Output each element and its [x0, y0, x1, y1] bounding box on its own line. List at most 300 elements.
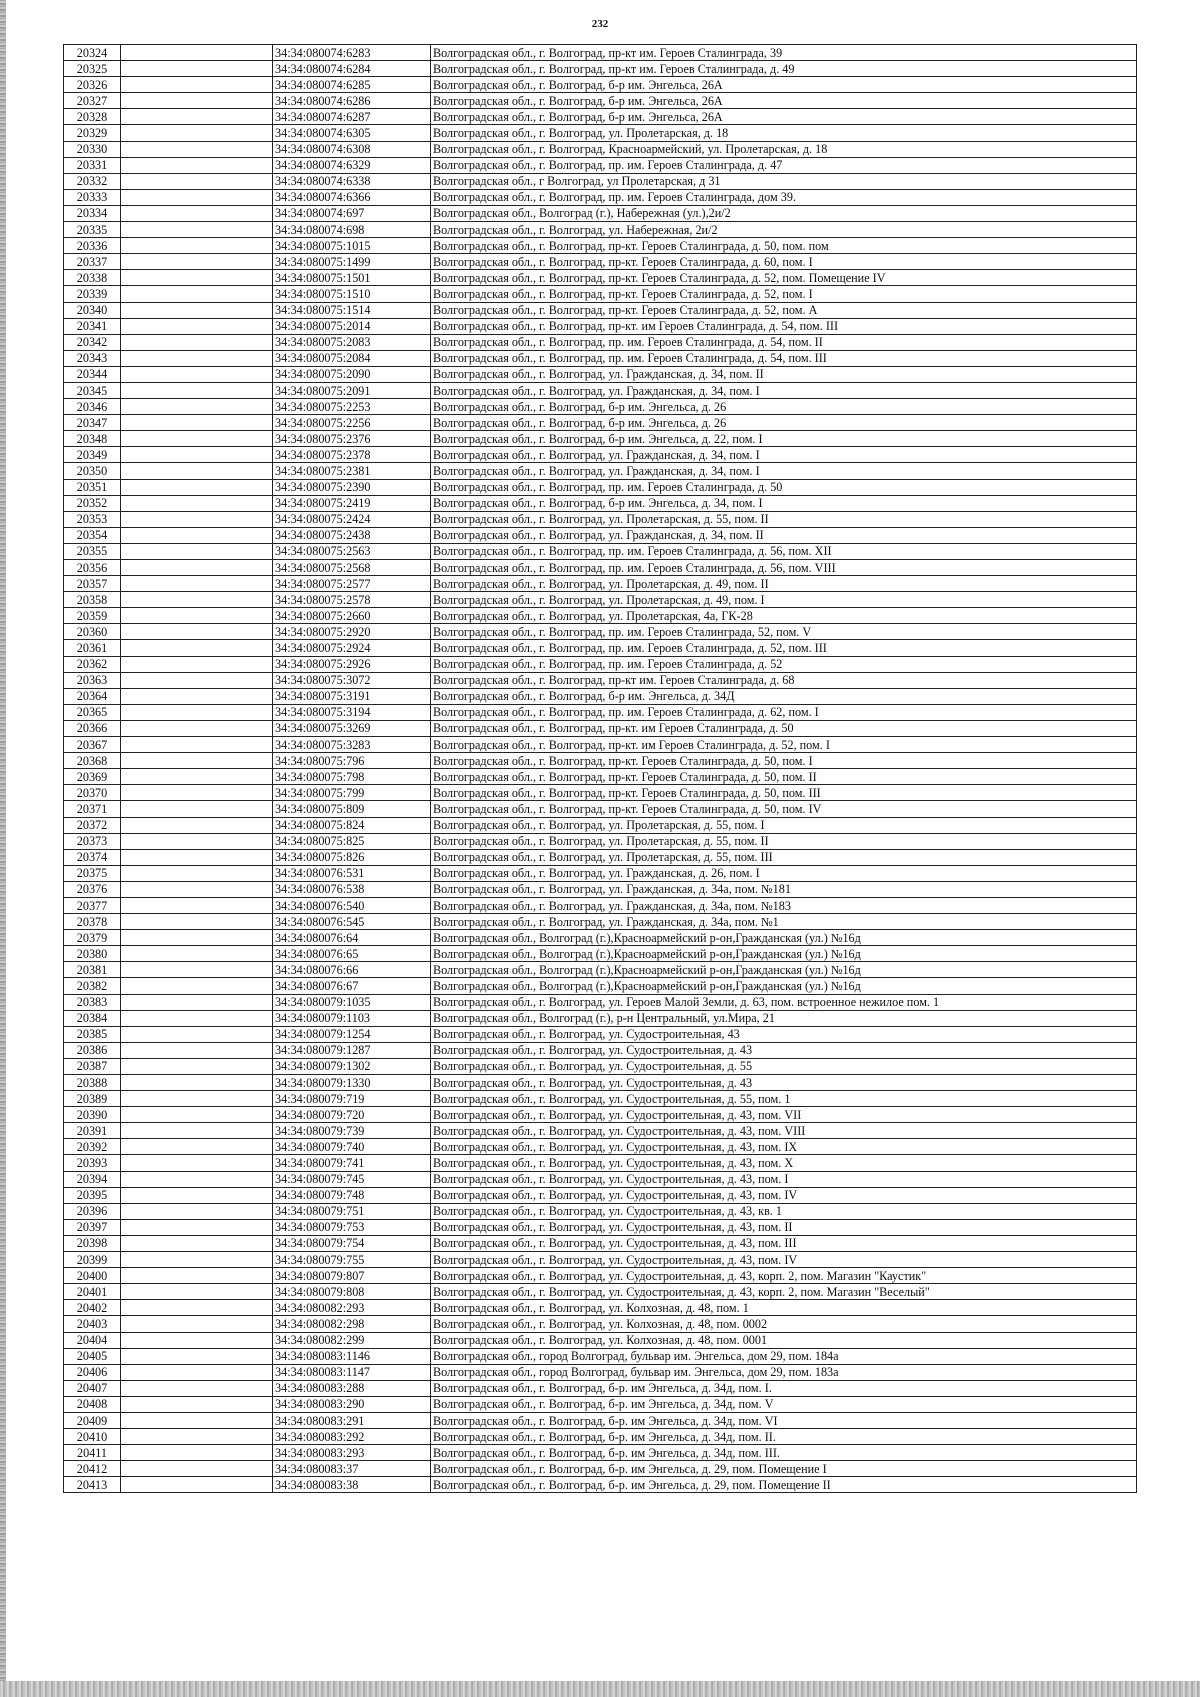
empty-cell: [121, 720, 273, 736]
empty-cell: [121, 1412, 273, 1428]
table-row: [64, 930, 1137, 946]
empty-cell: [121, 576, 273, 592]
row-number-cell: 20330: [64, 141, 121, 157]
empty-cell: [121, 785, 273, 801]
empty-cell: [121, 527, 273, 543]
row-number-cell: 20340: [64, 302, 121, 318]
table-row: [64, 109, 1137, 125]
row-number-cell: 20380: [64, 946, 121, 962]
empty-cell: [121, 366, 273, 382]
empty-cell: [121, 930, 273, 946]
table-row: [64, 672, 1137, 688]
table-row: [64, 222, 1137, 238]
table-row: [64, 849, 1137, 865]
cadastral-number-cell: 34:34:080075:1499: [273, 254, 431, 270]
empty-cell: [121, 656, 273, 672]
address-cell: Волгоградская обл., г. Волгоград, б-р. им Энгельса, д. 34д, пом. II.: [431, 1429, 1137, 1445]
row-number-cell: 20404: [64, 1332, 121, 1348]
address-cell: Волгоградская обл., г. Волгоград, ул. Гражданская, д. 26, пом. I: [431, 865, 1137, 881]
address-cell: Волгоградская обл., г. Волгоград, б-р. им Энгельса, д. 29, пом. Помещение II: [431, 1477, 1137, 1493]
table-row: [64, 205, 1137, 221]
cadastral-number-cell: 34:34:080079:1287: [273, 1042, 431, 1058]
empty-cell: [121, 109, 273, 125]
table-row: [64, 801, 1137, 817]
table-row: [64, 640, 1137, 656]
cadastral-number-cell: 34:34:080079:1254: [273, 1026, 431, 1042]
cadastral-number-cell: 34:34:080079:753: [273, 1219, 431, 1235]
address-cell: Волгоградская обл., г. Волгоград, б-р им. Энгельса, д. 22, пом. I: [431, 431, 1137, 447]
cadastral-number-cell: 34:34:080079:1330: [273, 1075, 431, 1091]
row-number-cell: 20341: [64, 318, 121, 334]
table-row: [64, 302, 1137, 318]
table-row: [64, 286, 1137, 302]
empty-cell: [121, 415, 273, 431]
address-cell: Волгоградская обл., г. Волгоград, ул. Судостроительная, д. 43, пом. I: [431, 1171, 1137, 1187]
table-row: [64, 592, 1137, 608]
table-row: [64, 962, 1137, 978]
table-row: [64, 61, 1137, 77]
cadastral-number-cell: 34:34:080075:825: [273, 833, 431, 849]
cadastral-number-cell: 34:34:080083:37: [273, 1461, 431, 1477]
address-cell: Волгоградская обл., г. Волгоград, пр-кт. Героев Сталинграда, д. 52, пом. А: [431, 302, 1137, 318]
row-number-cell: 20352: [64, 495, 121, 511]
address-cell: Волгоградская обл., г. Волгоград, ул. Пролетарская, д. 49, пом. II: [431, 576, 1137, 592]
table-row: [64, 270, 1137, 286]
address-cell: Волгоградская обл., г. Волгоград, ул. Судостроительная, д. 55, пом. 1: [431, 1091, 1137, 1107]
empty-cell: [121, 1284, 273, 1300]
address-cell: Волгоградская обл., г. Волгоград, пр-кт. Героев Сталинграда, д. 52, пом. I: [431, 286, 1137, 302]
address-cell: Волгоградская обл., г. Волгоград, ул. Судостроительная, д. 55: [431, 1058, 1137, 1074]
empty-cell: [121, 511, 273, 527]
address-cell: Волгоградская обл., г. Волгоград, ул. Пролетарская, д. 55, пом. I: [431, 817, 1137, 833]
empty-cell: [121, 543, 273, 559]
empty-cell: [121, 1332, 273, 1348]
cadastral-number-cell: 34:34:080079:1035: [273, 994, 431, 1010]
address-cell: Волгоградская обл., г. Волгоград, пр. им. Героев Сталинграда, д. 54, пом. III: [431, 350, 1137, 366]
address-cell: Волгоградская обл., г. Волгоград, ул. Судостроительная, д. 43, пом. VIII: [431, 1123, 1137, 1139]
table-row: [64, 173, 1137, 189]
table-row: [64, 1155, 1137, 1171]
row-number-cell: 20331: [64, 157, 121, 173]
cadastral-number-cell: 34:34:080074:6305: [273, 125, 431, 141]
table-row: [64, 897, 1137, 913]
table-row: [64, 1445, 1137, 1461]
table-row: [64, 881, 1137, 897]
address-cell: Волгоградская обл., г. Волгоград, пр-кт. Героев Сталинграда, д. 52, пом. Помещение IV: [431, 270, 1137, 286]
table-row: [64, 463, 1137, 479]
address-cell: Волгоградская обл., г. Волгоград, пр. им. Героев Сталинграда, д. 56, пом. VIII: [431, 560, 1137, 576]
empty-cell: [121, 1477, 273, 1493]
row-number-cell: 20376: [64, 881, 121, 897]
row-number-cell: 20397: [64, 1219, 121, 1235]
table-row: [64, 1364, 1137, 1380]
row-number-cell: 20367: [64, 737, 121, 753]
address-cell: Волгоградская обл., г. Волгоград, ул. Пролетарская, д. 18: [431, 125, 1137, 141]
table-row: [64, 399, 1137, 415]
cadastral-number-cell: 34:34:080075:2438: [273, 527, 431, 543]
empty-cell: [121, 624, 273, 640]
row-number-cell: 20391: [64, 1123, 121, 1139]
cadastral-number-cell: 34:34:080076:545: [273, 914, 431, 930]
address-cell: Волгоградская обл., г. Волгоград, ул. Судостроительная, д. 43, пом. IX: [431, 1139, 1137, 1155]
empty-cell: [121, 1042, 273, 1058]
cadastral-number-cell: 34:34:080075:1510: [273, 286, 431, 302]
table-row: [64, 978, 1137, 994]
empty-cell: [121, 914, 273, 930]
table-row: [64, 1461, 1137, 1477]
address-cell: Волгоградская обл., г. Волгоград, б-р им. Энгельса, 26А: [431, 93, 1137, 109]
row-number-cell: 20328: [64, 109, 121, 125]
cadastral-number-cell: 34:34:080079:807: [273, 1268, 431, 1284]
table-row: [64, 1123, 1137, 1139]
address-cell: Волгоградская обл., г. Волгоград, б-р. им Энгельса, д. 34д, пом. III.: [431, 1445, 1137, 1461]
address-cell: Волгоградская обл., г. Волгоград, пр-кт им. Героев Сталинграда, д. 49: [431, 61, 1137, 77]
empty-cell: [121, 560, 273, 576]
table-row: [64, 431, 1137, 447]
cadastral-number-cell: 34:34:080075:2376: [273, 431, 431, 447]
row-number-cell: 20373: [64, 833, 121, 849]
cadastral-number-cell: 34:34:080076:531: [273, 865, 431, 881]
row-number-cell: 20385: [64, 1026, 121, 1042]
table-row: [64, 1026, 1137, 1042]
table-row: [64, 624, 1137, 640]
empty-cell: [121, 61, 273, 77]
address-cell: Волгоградская обл., г. Волгоград, ул. Гражданская, д. 34, пом. II: [431, 527, 1137, 543]
empty-cell: [121, 1461, 273, 1477]
cadastral-number-cell: 34:34:080079:739: [273, 1123, 431, 1139]
address-cell: Волгоградская обл., г. Волгоград, ул. Колхозная, д. 48, пом. 0002: [431, 1316, 1137, 1332]
row-number-cell: 20378: [64, 914, 121, 930]
row-number-cell: 20413: [64, 1477, 121, 1493]
table-row: [64, 785, 1137, 801]
cadastral-number-cell: 34:34:080074:6329: [273, 157, 431, 173]
row-number-cell: 20329: [64, 125, 121, 141]
address-cell: Волгоградская обл., г. Волгоград, б-р им. Энгельса, 26А: [431, 109, 1137, 125]
row-number-cell: 20381: [64, 962, 121, 978]
cadastral-number-cell: 34:34:080075:2920: [273, 624, 431, 640]
empty-cell: [121, 817, 273, 833]
empty-cell: [121, 1235, 273, 1251]
table-row: [64, 720, 1137, 736]
row-number-cell: 20353: [64, 511, 121, 527]
table-row: [64, 1252, 1137, 1268]
cadastral-number-cell: 34:34:080075:2090: [273, 366, 431, 382]
row-number-cell: 20387: [64, 1058, 121, 1074]
address-cell: Волгоградская обл., город Волгоград, бульвар им. Энгельса, дом 29, пом. 183а: [431, 1364, 1137, 1380]
address-cell: Волгоградская обл., Волгоград (г.),Красноармейский р-он,Гражданская (ул.) №16д: [431, 930, 1137, 946]
cadastral-number-cell: 34:34:080079:754: [273, 1235, 431, 1251]
address-cell: Волгоградская обл., г. Волгоград, ул. Пролетарская, д. 55, пом. II: [431, 511, 1137, 527]
empty-cell: [121, 350, 273, 366]
empty-cell: [121, 318, 273, 334]
empty-cell: [121, 238, 273, 254]
table-row: [64, 1171, 1137, 1187]
row-number-cell: 20350: [64, 463, 121, 479]
empty-cell: [121, 399, 273, 415]
address-cell: Волгоградская обл., г. Волгоград, б-р им. Энгельса, д. 26: [431, 399, 1137, 415]
table-row: [64, 704, 1137, 720]
cadastral-number-cell: 34:34:080083:292: [273, 1429, 431, 1445]
cadastral-number-cell: 34:34:080075:2014: [273, 318, 431, 334]
cadastral-number-cell: 34:34:080075:2578: [273, 592, 431, 608]
cadastral-number-cell: 34:34:080075:2660: [273, 608, 431, 624]
address-cell: Волгоградская обл., г. Волгоград, пр-кт. Героев Сталинграда, д. 50, пом. пом: [431, 238, 1137, 254]
empty-cell: [121, 1429, 273, 1445]
table-row: [64, 447, 1137, 463]
address-cell: Волгоградская обл., г. Волгоград, пр. им. Героев Сталинграда, д. 50: [431, 479, 1137, 495]
row-number-cell: 20359: [64, 608, 121, 624]
table-row: [64, 817, 1137, 833]
cadastral-number-cell: 34:34:080075:2091: [273, 382, 431, 398]
table-row: [64, 1348, 1137, 1364]
empty-cell: [121, 833, 273, 849]
empty-cell: [121, 302, 273, 318]
address-cell: Волгоградская обл., г. Волгоград, ул. Судостроительная, д. 43: [431, 1075, 1137, 1091]
row-number-cell: 20410: [64, 1429, 121, 1445]
cadastral-number-cell: 34:34:080075:2563: [273, 543, 431, 559]
scan-bottom-edge: [0, 1681, 1200, 1697]
empty-cell: [121, 769, 273, 785]
empty-cell: [121, 93, 273, 109]
row-number-cell: 20362: [64, 656, 121, 672]
row-number-cell: 20396: [64, 1203, 121, 1219]
empty-cell: [121, 1364, 273, 1380]
table-row: [64, 946, 1137, 962]
cadastral-number-cell: 34:34:080075:3191: [273, 688, 431, 704]
empty-cell: [121, 753, 273, 769]
table-row: [64, 560, 1137, 576]
cadastral-number-cell: 34:34:080074:6286: [273, 93, 431, 109]
cadastral-number-cell: 34:34:080075:809: [273, 801, 431, 817]
empty-cell: [121, 962, 273, 978]
row-number-cell: 20325: [64, 61, 121, 77]
address-cell: Волгоградская обл., г. Волгоград, пр-кт им. Героев Сталинграда, 39: [431, 45, 1137, 61]
cadastral-number-cell: 34:34:080083:1146: [273, 1348, 431, 1364]
cadastral-number-cell: 34:34:080079:755: [273, 1252, 431, 1268]
row-number-cell: 20360: [64, 624, 121, 640]
address-cell: Волгоградская обл., г. Волгоград, б-р. им Энгельса, д. 34д, пом. V: [431, 1396, 1137, 1412]
table-row: [64, 1219, 1137, 1235]
cadastral-number-cell: 34:34:080083:291: [273, 1412, 431, 1428]
table-row: [64, 189, 1137, 205]
empty-cell: [121, 1107, 273, 1123]
cadastral-number-cell: 34:34:080075:3269: [273, 720, 431, 736]
empty-cell: [121, 286, 273, 302]
address-cell: Волгоградская обл., г. Волгоград, пр-кт. Героев Сталинграда, д. 50, пом. I: [431, 753, 1137, 769]
empty-cell: [121, 1123, 273, 1139]
table-row: [64, 1268, 1137, 1284]
cadastral-number-cell: 34:34:080076:64: [273, 930, 431, 946]
row-number-cell: 20336: [64, 238, 121, 254]
empty-cell: [121, 1026, 273, 1042]
cadastral-number-cell: 34:34:080075:2381: [273, 463, 431, 479]
table-row: [64, 1477, 1137, 1493]
address-cell: Волгоградская обл., г. Волгоград, ул. Пролетарская, д. 49, пом. I: [431, 592, 1137, 608]
empty-cell: [121, 463, 273, 479]
row-number-cell: 20394: [64, 1171, 121, 1187]
empty-cell: [121, 1445, 273, 1461]
table-row: [64, 1332, 1137, 1348]
row-number-cell: 20363: [64, 672, 121, 688]
table-row: [64, 1042, 1137, 1058]
address-cell: Волгоградская обл., г. Волгоград, пр. им. Героев Сталинграда, д. 62, пом. I: [431, 704, 1137, 720]
table-row: [64, 1075, 1137, 1091]
empty-cell: [121, 222, 273, 238]
row-number-cell: 20361: [64, 640, 121, 656]
address-cell: Волгоградская обл., г. Волгоград, пр. им. Героев Сталинграда, 52, пом. V: [431, 624, 1137, 640]
table-row: [64, 1203, 1137, 1219]
table-row: [64, 77, 1137, 93]
empty-cell: [121, 125, 273, 141]
cadastral-number-cell: 34:34:080079:808: [273, 1284, 431, 1300]
cadastral-number-cell: 34:34:080079:1103: [273, 1010, 431, 1026]
row-number-cell: 20395: [64, 1187, 121, 1203]
table-row: [64, 1091, 1137, 1107]
empty-cell: [121, 688, 273, 704]
row-number-cell: 20383: [64, 994, 121, 1010]
address-cell: Волгоградская обл., г. Волгоград, ул. Пролетарская, д. 55, пом. II: [431, 833, 1137, 849]
cadastral-number-cell: 34:34:080075:2378: [273, 447, 431, 463]
address-cell: Волгоградская обл., г. Волгоград, пр. им. Героев Сталинграда, д. 56, пом. XII: [431, 543, 1137, 559]
cadastral-number-cell: 34:34:080074:697: [273, 205, 431, 221]
cadastral-number-cell: 34:34:080079:719: [273, 1091, 431, 1107]
address-cell: Волгоградская обл., г. Волгоград, ул. Гражданская, д. 34, пом. II: [431, 366, 1137, 382]
cadastral-number-cell: 34:34:080083:293: [273, 1445, 431, 1461]
cadastral-number-cell: 34:34:080075:3072: [273, 672, 431, 688]
empty-cell: [121, 45, 273, 61]
empty-cell: [121, 978, 273, 994]
cadastral-number-cell: 34:34:080074:6287: [273, 109, 431, 125]
address-cell: Волгоградская обл., г. Волгоград, Красноармейский, ул. Пролетарская, д. 18: [431, 141, 1137, 157]
empty-cell: [121, 994, 273, 1010]
address-cell: Волгоградская обл., г. Волгоград, ул. Колхозная, д. 48, пом. 0001: [431, 1332, 1137, 1348]
empty-cell: [121, 946, 273, 962]
cadastral-number-cell: 34:34:080074:6285: [273, 77, 431, 93]
cadastral-number-cell: 34:34:080079:745: [273, 1171, 431, 1187]
table-row: [64, 495, 1137, 511]
table-row: [64, 769, 1137, 785]
empty-cell: [121, 1187, 273, 1203]
address-cell: Волгоградская обл., г. Волгоград, ул. Судостроительная, д. 43, пом. III: [431, 1235, 1137, 1251]
address-cell: Волгоградская обл., г. Волгоград, б-р им. Энгельса, д. 26: [431, 415, 1137, 431]
row-number-cell: 20400: [64, 1268, 121, 1284]
empty-cell: [121, 1219, 273, 1235]
address-cell: Волгоградская обл., г. Волгоград, б-р им. Энгельса, д. 34, пом. I: [431, 495, 1137, 511]
row-number-cell: 20344: [64, 366, 121, 382]
cadastral-number-cell: 34:34:080083:38: [273, 1477, 431, 1493]
address-cell: Волгоградская обл., г. Волгоград, пр. им. Героев Сталинграда, дом 39.: [431, 189, 1137, 205]
cadastral-number-cell: 34:34:080075:824: [273, 817, 431, 833]
cadastral-number-cell: 34:34:080075:796: [273, 753, 431, 769]
address-cell: Волгоградская обл., г. Волгоград, б-р. им Энгельса, д. 34д, пом. I.: [431, 1380, 1137, 1396]
address-cell: Волгоградская обл., Волгоград (г.),Красноармейский р-он,Гражданская (ул.) №16д: [431, 946, 1137, 962]
address-cell: Волгоградская обл., г. Волгоград, ул. Пролетарская, 4а, ГК-28: [431, 608, 1137, 624]
row-number-cell: 20339: [64, 286, 121, 302]
cadastral-number-cell: 34:34:080074:6366: [273, 189, 431, 205]
table-row: [64, 1300, 1137, 1316]
empty-cell: [121, 704, 273, 720]
row-number-cell: 20343: [64, 350, 121, 366]
empty-cell: [121, 640, 273, 656]
address-cell: Волгоградская обл., г. Волгоград, ул. Пролетарская, д. 55, пом. III: [431, 849, 1137, 865]
address-cell: Волгоградская обл., г. Волгоград, ул. Гражданская, д. 34а, пом. №1: [431, 914, 1137, 930]
row-number-cell: 20408: [64, 1396, 121, 1412]
row-number-cell: 20406: [64, 1364, 121, 1380]
cadastral-number-cell: 34:34:080074:698: [273, 222, 431, 238]
table-row: [64, 141, 1137, 157]
address-cell: Волгоградская обл., г. Волгоград, ул. Судостроительная, д. 43, пом. VII: [431, 1107, 1137, 1123]
row-number-cell: 20393: [64, 1155, 121, 1171]
address-cell: Волгоградская обл., г. Волгоград, ул. Судостроительная, д. 43, корп. 2, пом. Магазин "Каустик": [431, 1268, 1137, 1284]
row-number-cell: 20379: [64, 930, 121, 946]
row-number-cell: 20411: [64, 1445, 121, 1461]
row-number-cell: 20370: [64, 785, 121, 801]
table-row: [64, 1396, 1137, 1412]
table-row: [64, 93, 1137, 109]
cadastral-number-cell: 34:34:080079:751: [273, 1203, 431, 1219]
row-number-cell: 20354: [64, 527, 121, 543]
row-number-cell: 20338: [64, 270, 121, 286]
cadastral-number-cell: 34:34:080076:67: [273, 978, 431, 994]
table-row: [64, 608, 1137, 624]
address-cell: Волгоградская обл., г. Волгоград, ул. Гражданская, д. 34, пом. I: [431, 382, 1137, 398]
row-number-cell: 20392: [64, 1139, 121, 1155]
address-cell: Волгоградская обл., г. Волгоград, ул. Судостроительная, д. 43, пом. II: [431, 1219, 1137, 1235]
cadastral-number-cell: 34:34:080075:2926: [273, 656, 431, 672]
table-row: [64, 45, 1137, 61]
cadastral-number-cell: 34:34:080075:1501: [273, 270, 431, 286]
table-row: [64, 1058, 1137, 1074]
cadastral-number-cell: 34:34:080075:798: [273, 769, 431, 785]
table-row: [64, 656, 1137, 672]
cadastral-number-cell: 34:34:080082:298: [273, 1316, 431, 1332]
row-number-cell: 20358: [64, 592, 121, 608]
address-cell: Волгоградская обл., г. Волгоград, ул. Гражданская, д. 34, пом. I: [431, 463, 1137, 479]
row-number-cell: 20332: [64, 173, 121, 189]
empty-cell: [121, 849, 273, 865]
table-row: [64, 865, 1137, 881]
row-number-cell: 20345: [64, 382, 121, 398]
table-row: [64, 318, 1137, 334]
address-cell: Волгоградская обл., г. Волгоград, ул. Героев Малой Земли, д. 63, пом. встроенное нежилое пом. 1: [431, 994, 1137, 1010]
address-cell: Волгоградская обл., г. Волгоград, пр. им. Героев Сталинграда, д. 54, пом. II: [431, 334, 1137, 350]
row-number-cell: 20401: [64, 1284, 121, 1300]
cadastral-number-cell: 34:34:080074:6338: [273, 173, 431, 189]
address-cell: Волгоградская обл., г. Волгоград, пр-кт. Героев Сталинграда, д. 50, пом. IV: [431, 801, 1137, 817]
table-row: [64, 254, 1137, 270]
address-cell: Волгоградская обл., г. Волгоград, б-р им. Энгельса, д. 34Д: [431, 688, 1137, 704]
row-number-cell: 20351: [64, 479, 121, 495]
table-row: [64, 125, 1137, 141]
table-row: [64, 1235, 1137, 1251]
table-row: [64, 1412, 1137, 1428]
empty-cell: [121, 881, 273, 897]
table-row: [64, 366, 1137, 382]
empty-cell: [121, 1075, 273, 1091]
row-number-cell: 20326: [64, 77, 121, 93]
page-number: 232: [591, 18, 609, 30]
address-cell: Волгоградская обл., г. Волгоград, пр-кт. им Героев Сталинграда, д. 54, пом. III: [431, 318, 1137, 334]
cadastral-number-cell: 34:34:080075:2084: [273, 350, 431, 366]
table-row: [64, 511, 1137, 527]
empty-cell: [121, 1348, 273, 1364]
row-number-cell: 20405: [64, 1348, 121, 1364]
address-cell: Волгоградская обл., г. Волгоград, пр-кт. Героев Сталинграда, д. 50, пом. III: [431, 785, 1137, 801]
cadastral-number-cell: 34:34:080075:2390: [273, 479, 431, 495]
table-row: [64, 1316, 1137, 1332]
empty-cell: [121, 672, 273, 688]
row-number-cell: 20347: [64, 415, 121, 431]
